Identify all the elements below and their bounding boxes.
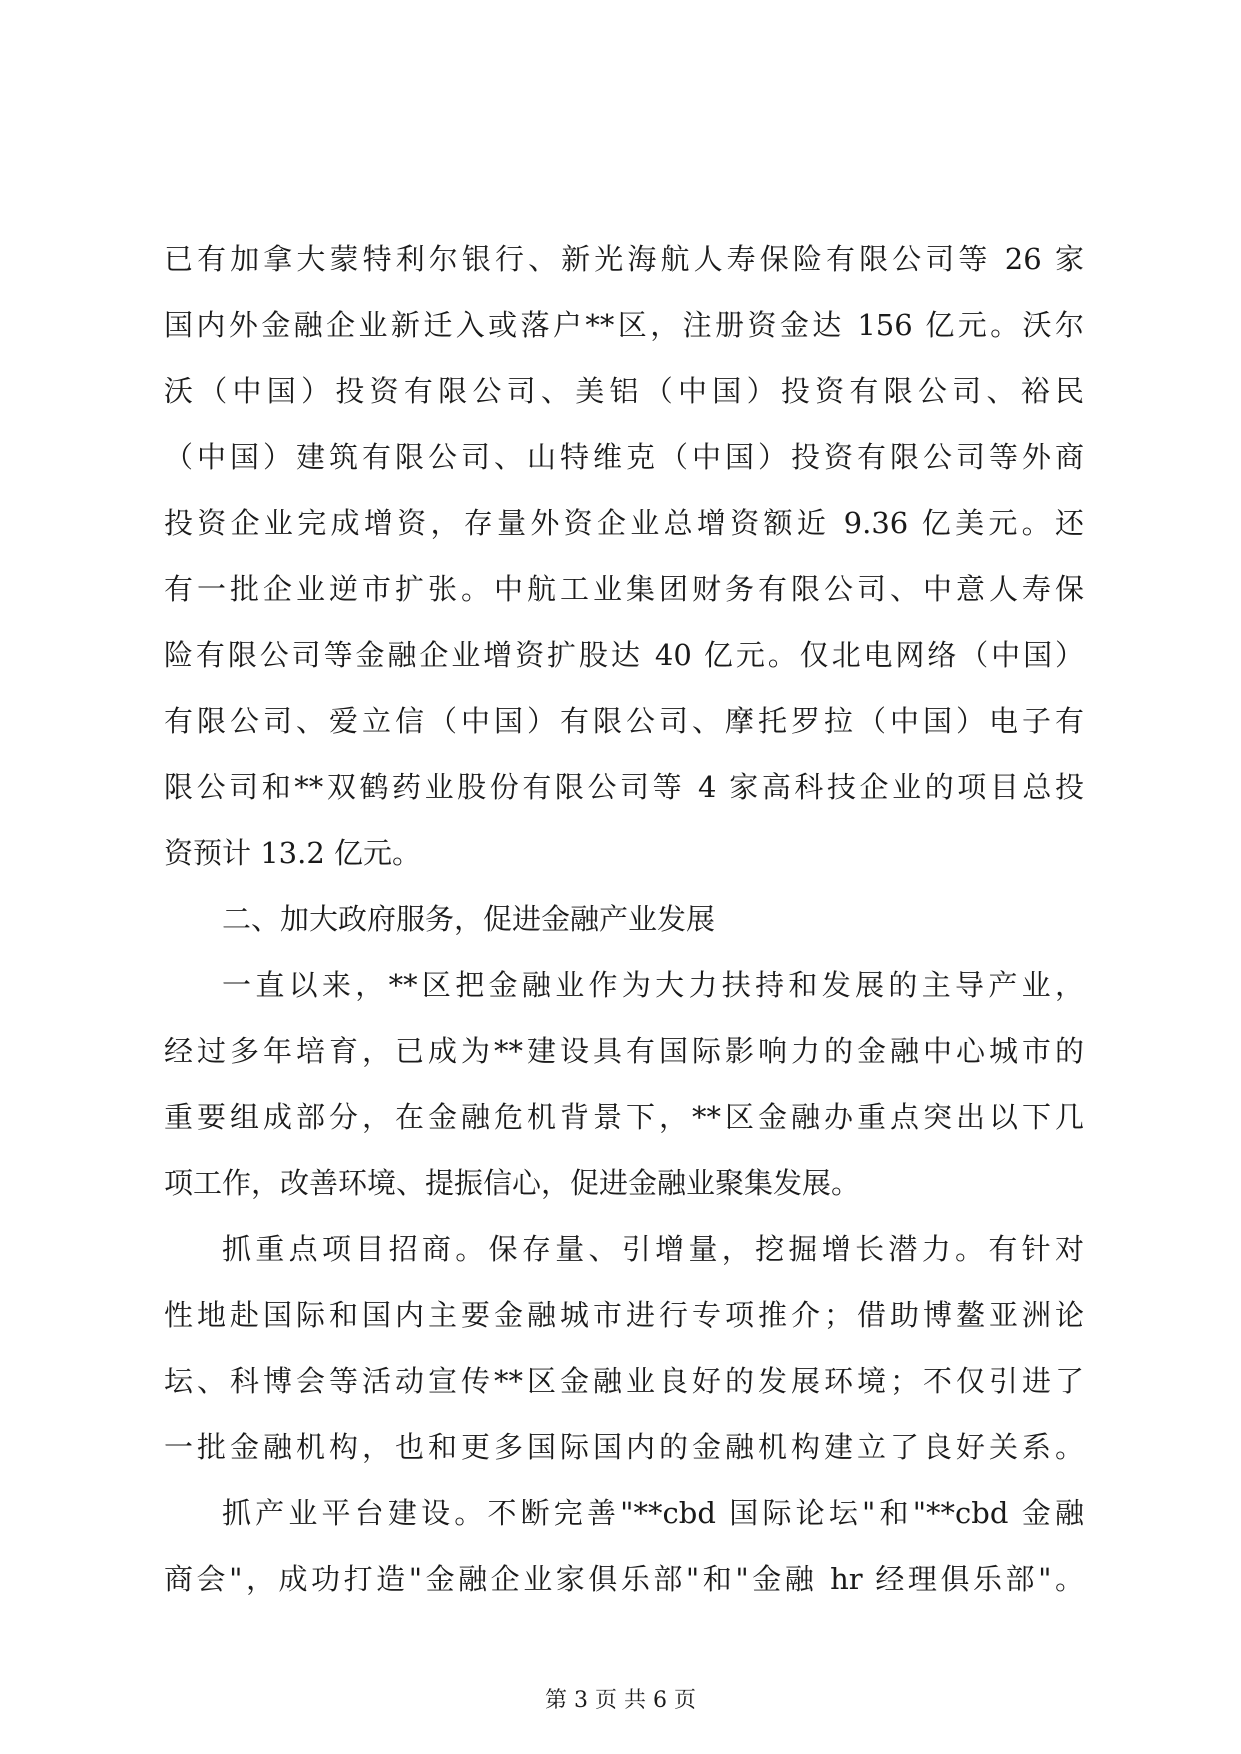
paragraph-line: 沃（中国）投资有限公司、美铝（中国）投资有限公司、裕民 (164, 374, 1084, 408)
paragraph-line: （中国）建筑有限公司、山特维克（中国）投资有限公司等外商 (164, 440, 1084, 474)
paragraph-line: 一批金融机构，也和更多国际国内的金融机构建立了良好关系。 (164, 1430, 1084, 1464)
paragraph-line: 一直以来，**区把金融业作为大力扶持和发展的主导产业， (222, 968, 1084, 1002)
paragraph-line: 经过多年培育，已成为**建设具有国际影响力的金融中心城市的 (164, 1034, 1084, 1068)
document-body (164, 226, 1084, 1612)
paragraph-line: 商会"，成功打造"金融企业家俱乐部"和"金融 hr 经理俱乐部"。 (164, 1562, 1084, 1596)
paragraph-line: 重要组成部分，在金融危机背景下，**区金融办重点突出以下几 (164, 1100, 1084, 1134)
paragraph-line: 国内外金融企业新迁入或落户**区，注册资金达 156 亿元。沃尔 (164, 308, 1084, 342)
section-heading: 二、加大政府服务，促进金融产业发展 (222, 902, 716, 936)
paragraph-line: 坛、科博会等活动宣传**区金融业良好的发展环境；不仅引进了 (164, 1364, 1084, 1398)
paragraph-line: 项工作，改善环境、提振信心，促进金融业聚集发展。 (164, 1166, 861, 1200)
paragraph-line: 资预计 13.2 亿元。 (164, 836, 422, 870)
paragraph-line: 已有加拿大蒙特利尔银行、新光海航人寿保险有限公司等 26 家 (164, 242, 1084, 276)
paragraph-line: 投资企业完成增资，存量外资企业总增资额近 9.36 亿美元。还 (164, 506, 1084, 540)
page-number-footer: 第 3 页 共 6 页 (545, 1688, 696, 1713)
paragraph-line: 性地赴国际和国内主要金融城市进行专项推介；借助博鳌亚洲论 (164, 1298, 1084, 1332)
paragraph-line: 有一批企业逆市扩张。中航工业集团财务有限公司、中意人寿保 (164, 572, 1084, 606)
paragraph-line: 限公司和**双鹤药业股份有限公司等 4 家高科技企业的项目总投 (164, 770, 1084, 804)
paragraph-line: 险有限公司等金融企业增资扩股达 40 亿元。仅北电网络（中国） (164, 638, 1084, 672)
paragraph-line: 抓重点项目招商。保存量、引增量，挖掘增长潜力。有针对 (222, 1232, 1084, 1266)
paragraph-line: 抓产业平台建设。不断完善"**cbd 国际论坛"和"**cbd 金融 (222, 1496, 1084, 1530)
paragraph-line: 有限公司、爱立信（中国）有限公司、摩托罗拉（中国）电子有 (164, 704, 1084, 738)
